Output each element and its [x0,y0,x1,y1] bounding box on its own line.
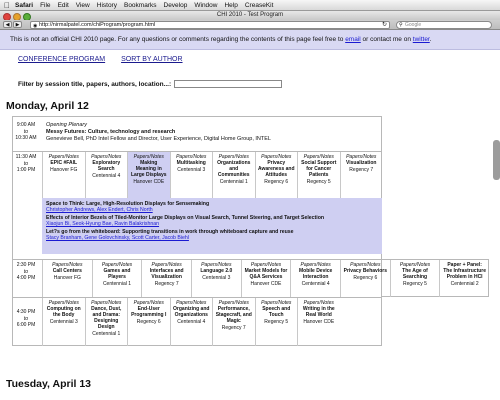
session-type: Papers/Notes [91,154,122,160]
menu-view[interactable]: View [69,1,84,9]
menu-file[interactable]: File [34,1,45,9]
session-room: Centennial 4 [177,319,206,325]
email-link[interactable]: email [345,36,361,43]
session-cell[interactable] [340,152,383,198]
web-page [0,30,500,400]
session-room: Centennial 4 [92,173,121,179]
session-cell[interactable] [297,298,340,346]
session-type: Papers/Notes [91,300,122,306]
time-slot [12,309,40,329]
session-type: Papers/Notes [300,262,331,268]
page-favicon-icon: ◉ [33,23,38,29]
mac-menubar [0,0,500,11]
slot-start: 9:00 AM [16,122,36,128]
menu-develop[interactable]: Develop [157,1,182,9]
paper-authors[interactable]: Christopher Andrews, Alex Endert, Chris North [46,207,153,214]
session-title: The Age of Searching [402,268,428,280]
session-cell[interactable] [340,260,390,297]
session-cell[interactable] [42,260,92,297]
session-type: Papers/Notes [261,154,292,160]
session-room: Centennial 1 [102,281,132,287]
plenary-type: Opening Plenary [46,122,87,128]
menu-help[interactable]: Help [218,1,232,9]
session-type: Papers/Notes [133,154,164,160]
paper-title[interactable]: Let?s go from the whiteboard: Supporting transitions in work through whiteboard capture and reuse [46,228,294,235]
session-room: Hanover FG [53,275,81,281]
paper-title[interactable]: Space to Think: Large, High-Resolution Displays for Sensemaking [46,201,210,207]
day-heading: Monday, April 12 [6,100,89,112]
session-cell[interactable] [42,152,85,198]
session-room: Regency 5 [264,319,289,325]
slot-to: to [23,128,29,135]
slot-to: to [23,160,29,167]
time-slot [12,262,40,282]
menu-history[interactable]: History [90,1,111,9]
session-type: Papers/Notes [48,154,79,160]
session-type: Papers/Notes [261,300,292,306]
menu-window[interactable]: Window [188,1,212,9]
session-title: Visualization [346,160,377,166]
session-title: Organizing and Organizations [173,306,210,318]
session-type: Papers/Notes [218,300,249,306]
paper-title[interactable]: Effects of Interior Bezels of Tiled-Monitor Large Displays on Visual Search, Tunnel Steering, and Target Selection [46,214,325,221]
session-room: Regency 5 [403,281,427,287]
plenary-session[interactable] [46,122,366,143]
session-cell[interactable] [390,260,440,297]
plenary-speaker: Genevieve Bell, PhD Intel Fellow and Director, User Experience, Digital Home Group, INTEL [46,136,271,142]
program-nav [18,56,197,63]
session-room: Regency 5 [306,179,331,185]
session-type: Papers/Notes [176,300,207,306]
session-cell[interactable] [141,260,191,297]
back-button[interactable]: ◀ [3,21,12,28]
slot-end: 4:00 PM [16,275,36,281]
session-cell[interactable] [127,298,170,346]
session-room: Regency 7 [349,167,374,173]
session-title: Performance, Stagecraft, and Magic [215,306,252,324]
session-type: Papers/Notes [250,262,282,268]
session-room: Centennial 3 [49,319,78,325]
session-title: Social Support for Cancer Patients [301,160,337,178]
session-room: Regency 6 [353,275,378,281]
page-scrollbar[interactable] [493,140,500,180]
session-title: Mobile Device Interaction [298,268,333,280]
notice-text-middle: or contact me on [360,36,413,43]
slot-to: to [23,315,29,322]
window-title: CHI 2010 - Test Program [216,12,284,18]
address-bar[interactable] [30,21,390,29]
session-room: Hanover CDE [133,179,165,185]
session-room: Centennial 1 [219,179,248,185]
conference-program-link[interactable]: CONFERENCE PROGRAM [18,56,106,63]
session-type: Papers/Notes [346,154,377,160]
time-slot [12,154,40,174]
slot-start: 4:30 PM [16,309,36,315]
session-type: Papers/Notes [52,262,83,268]
notice-text-end: . [429,36,432,43]
session-cell[interactable] [297,152,340,198]
session-title: Exploratory Search [92,160,121,172]
session-type: Papers/Notes [218,154,249,160]
session-cell[interactable] [212,152,255,198]
session-title: Organizations and Communities [217,160,251,178]
session-cell[interactable] [42,298,85,346]
notice-text: This is not an official CHI 2010 page. For any questions or comments regarding the contents of this page feel free to [10,36,346,43]
session-room: Centennial 3 [202,275,231,281]
session-room: Regency 7 [154,281,179,287]
reload-icon[interactable]: ↻ [381,22,387,28]
session-title: EPIC #FAIL [50,160,78,166]
session-cell[interactable] [85,298,128,346]
slot-end: 1:00 PM [16,167,36,173]
session-type: Papers/Notes [303,154,334,160]
plenary-title: Messy Futures: Culture, technology and research [46,129,176,135]
session-title: Making Meaning in Large Displays [130,160,167,178]
session-cell[interactable] [191,260,241,297]
menu-edit[interactable]: Edit [51,1,63,9]
session-title: Dance, Dust, and Drama: Designing Design [91,306,122,330]
filter-row [18,80,282,88]
session-type: Papers/Notes [303,300,334,306]
session-room: Hanover CDE [250,281,282,287]
session-type: Papers/Notes [48,300,79,306]
forward-button[interactable]: ▶ [13,21,22,28]
session-title: End-User Programming I [131,306,167,318]
session-room: Centennial 4 [301,281,330,287]
menu-safari[interactable]: Safari [9,1,28,9]
session-cell[interactable] [127,152,170,198]
session-title: Computing on the Body [46,306,81,318]
expanded-session-papers [42,198,382,254]
menu-creasekit[interactable]: CreaseKit [238,1,268,9]
filter-input[interactable] [174,80,282,88]
browser-toolbar [0,20,500,30]
window-titlebar [0,11,500,20]
session-room: Regency 7 [221,325,246,331]
search-icon: ⚲ [399,22,403,28]
slot-start: 11:30 AM [15,154,37,160]
apple-icon[interactable] [4,0,10,11]
session-room: Centennial 3 [177,167,206,173]
session-cell[interactable] [255,298,298,346]
disclaimer-banner [0,30,500,50]
session-title: Market Models for Q&A Services [244,268,288,280]
session-room: Regency 6 [264,179,289,185]
filter-label: Filter by session title, papers, authors, location...: [18,80,172,88]
session-cell[interactable] [170,298,213,346]
paper-authors[interactable]: Stacy Branham, Gene Golovchinsky, Scott Carter, Jacob Biehl [46,235,189,242]
session-type: Papers/Notes [399,262,431,268]
day-heading: Tuesday, April 13 [6,378,91,390]
menu-bookmarks[interactable]: Bookmarks [117,1,151,9]
session-room: Centennial 1 [92,331,121,337]
session-cell[interactable] [255,152,298,198]
session-type: Papers/Notes [133,300,164,306]
session-cell[interactable] [241,260,291,297]
session-type: Papers/Notes [101,262,133,268]
session-title: Paper + Panel: The Infrastructure Problem in HCI [443,262,487,280]
session-title: Interfaces and Visualization [149,268,184,280]
twitter-link[interactable]: twitter [412,36,430,43]
search-placeholder: Google [405,22,422,28]
session-title: Speech and Touch [262,306,291,318]
session-cell[interactable] [439,260,489,297]
session-title: Multitasking [176,160,206,166]
session-cell[interactable] [92,260,142,297]
session-title: Privacy Awareness and Attitudes [257,160,295,178]
session-cell[interactable] [212,298,255,346]
session-title: Privacy Behaviors [343,268,387,274]
sort-by-author-link[interactable]: SORT BY AUTHOR [121,56,183,63]
session-room: Hanover CDE [303,319,335,325]
session-title: Call Centers [52,268,82,274]
session-title: Games and Players [103,268,131,280]
session-type: Papers/Notes [201,262,232,268]
session-type: Papers/Notes [176,154,207,160]
slot-end: 10:30 AM [15,135,37,141]
search-field[interactable] [396,21,492,29]
session-type: Papers/Notes [151,262,182,268]
session-type: Papers/Notes [350,262,381,268]
session-room: Hanover FG [50,167,78,173]
session-title: Language 2.0 [200,268,233,274]
slot-start: 2:30 PM [16,262,36,268]
slot-end: 6:00 PM [16,322,36,328]
session-cell[interactable] [85,152,128,198]
slot-to: to [23,268,29,275]
address-url: http://nirmalpatel.com/chiProgram/program.html [39,22,156,28]
paper-authors[interactable]: Xiaojun Bi, Seok-Hyung Bae, Ravin Balakrishnan [46,221,160,228]
session-cell[interactable] [290,260,340,297]
session-title: Writing in the Real World [302,306,335,318]
session-room: Centennial 2 [450,281,479,287]
session-cell[interactable] [170,152,213,198]
time-slot [12,122,40,142]
session-room: Regency 6 [136,319,161,325]
